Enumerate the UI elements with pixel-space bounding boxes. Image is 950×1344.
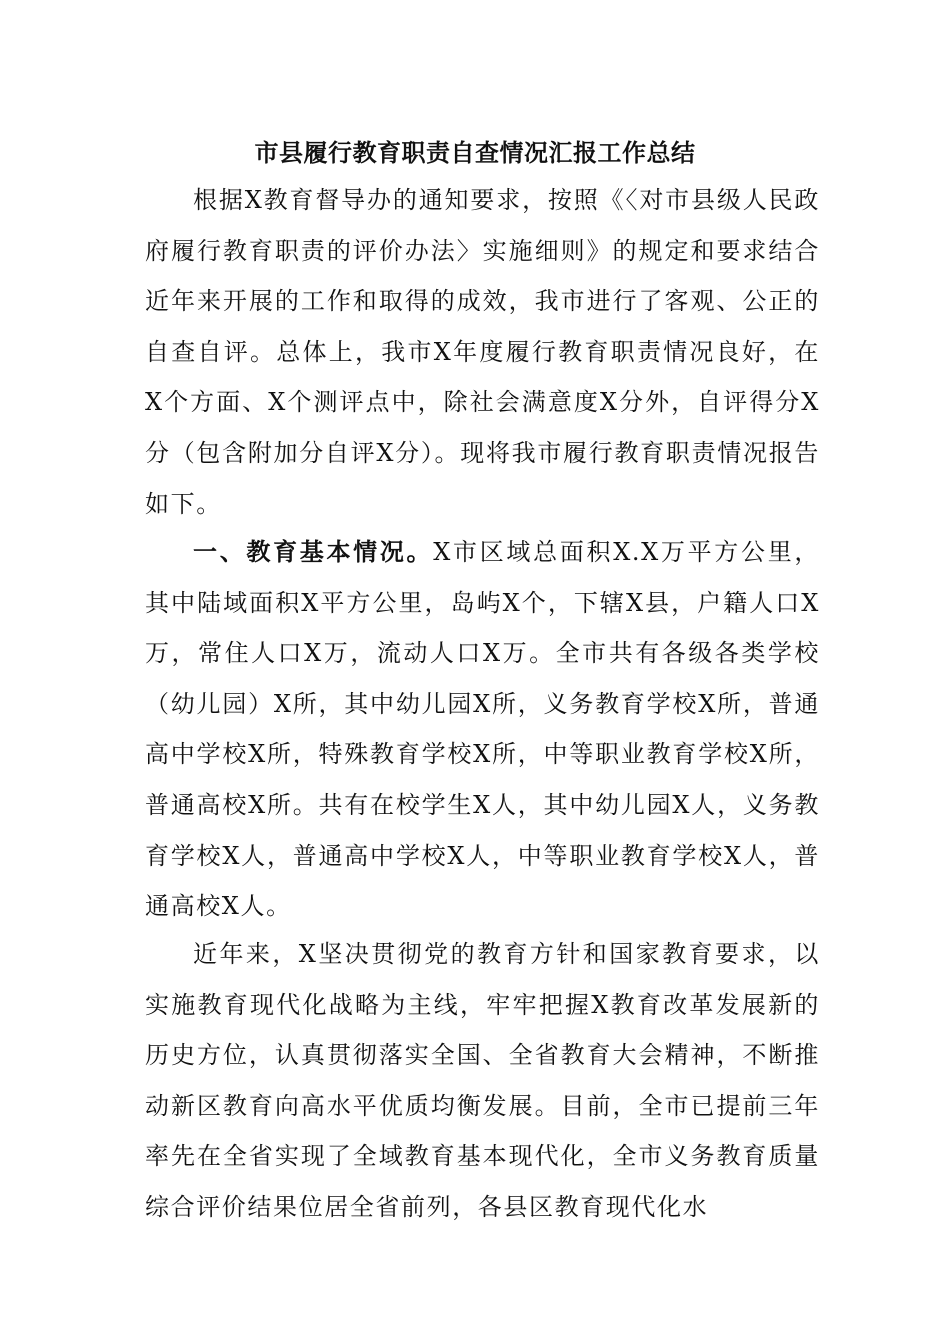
paragraph-basic-situation (145, 527, 820, 932)
paragraph-text: 近年来，X坚决贯彻党的教育方针和国家教育要求，以实施教育现代化战略为主线，牢牢把握X教育改革发展新的历史方位，认真贯彻落实全国、全省教育大会精神，不断推动新区教育向高水平优质均衡发展。目前，全市已提前三年率先在全省实现了全域教育基本现代化，全市义务教育质量综合评价结果位居全省前列，各县区教育现代化水 (145, 940, 820, 1221)
paragraph-recent-years (145, 929, 820, 1233)
document-title: 市县履行教育职责自查情况汇报工作总结 (254, 139, 696, 167)
paragraph-intro (145, 175, 820, 529)
paragraph-text: X市区域总面积X.X万平方公里，其中陆域面积X平方公里，岛屿X个，下辖X县，户籍人口X万，常住人口X万，流动人口X万。全市共有各级各类学校（幼儿园）X所，其中幼儿园X所，义务教育学校X所，普通高中学校X所，特殊教育学校X所，中等职业教育学校X所，普通高校X所。共有在校学生X人，其中幼儿园X人，义务教育学校X人，普通高中学校X人，中等职业教育学校X人，普通高校X人。 (145, 538, 820, 921)
section-heading: 一、教育基本情况。 (193, 538, 434, 566)
paragraph-text: 根据X教育督导办的通知要求，按照《〈对市县级人民政府履行教育职责的评价办法〉实施细则》的规定和要求结合近年来开展的工作和取得的成效，我市进行了客观、公正的自查自评。总体上，我市X年度履行教育职责情况良好，在X个方面、X个测评点中，除社会满意度X分外，自评得分X分（包含附加分自评X分）。现将我市履行教育职责情况报告如下。 (145, 186, 820, 518)
